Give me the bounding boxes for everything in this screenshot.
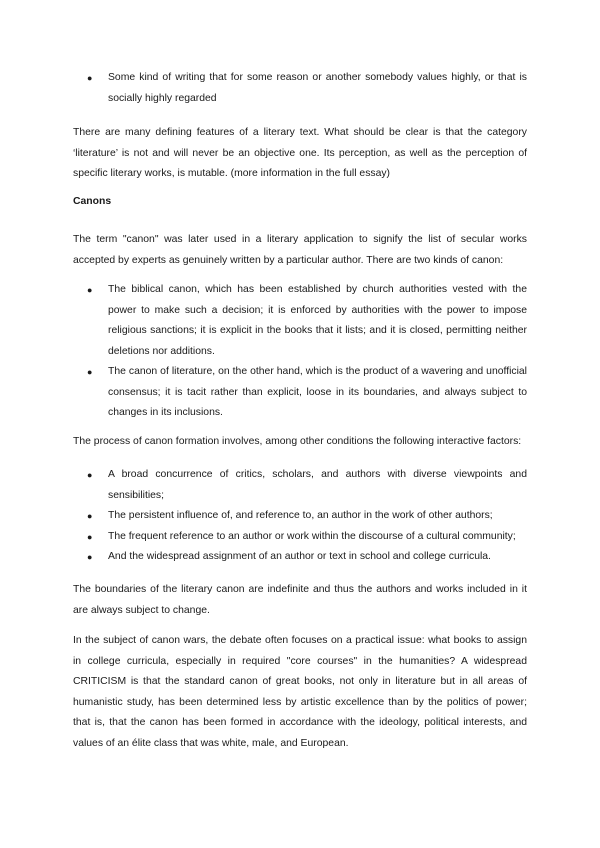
bullet-icon: ● [87, 367, 93, 377]
list-item [73, 527, 527, 548]
bullet-icon: ● [87, 285, 93, 295]
bullet-icon: ● [87, 470, 93, 480]
section-heading-canons [73, 192, 527, 213]
list-item [73, 465, 527, 506]
bullet-list-factors [73, 465, 527, 568]
list-item-text: And the widespread assignment of an author or text in school and college curricula. [108, 551, 491, 562]
list-item [73, 280, 527, 362]
paragraph-text: The boundaries of the literary canon are indefinite and thus the authors and works included in it are always subject to change. [73, 584, 527, 616]
list-item-text: The canon of literature, on the other hand, which is the product of a wavering and unofficial consensus; it is tacit rather than explicit, loose in its boundaries, and always subject to changes in its inclusions. [108, 366, 527, 418]
paragraph-boundaries [73, 580, 527, 621]
paragraph-canon-wars [73, 631, 527, 754]
paragraph-text: The process of canon formation involves, among other conditions the following interactive factors: [73, 436, 522, 447]
paragraph-text: The term "canon" was later used in a literary application to signify the list of secular works accepted by experts as genuinely written by a particular author. There are two kinds of canon: [73, 234, 527, 266]
paragraph-formation [73, 432, 527, 453]
paragraph-text: In the subject of canon wars, the debate often focuses on a practical issue: what books to assign in college curricula, especially in required "core courses" in the humanities? A widespread CRITICISM is that the standard canon of great books, not only in literature but in all areas of humanistic study, has been determined less by artistic excellence than by the politics of power; that is, that the canon has been formed in accordance with the ideology, political interests, and values of an élite class that was white, male, and European. [73, 635, 527, 749]
list-item-text: The biblical canon, which has been established by church authorities vested with the power to make such a decision; it is enforced by authorities with the power to impose religious sanctions; it is explicit in the books that it lists; and it is closed, permitting neither deletions nor additions. [108, 284, 527, 357]
list-item [73, 506, 527, 527]
list-item [73, 547, 527, 568]
list-item [73, 362, 527, 424]
paragraph-canon-term [73, 230, 527, 271]
bullet-list-definition [73, 68, 527, 109]
bullet-icon: ● [87, 531, 93, 542]
list-item-text: The frequent reference to an author or work within the discourse of a cultural community; [108, 530, 516, 542]
list-item-text: Some kind of writing that for some reason or another somebody values highly, or that is socially highly regarded [108, 72, 527, 104]
paragraph-definition [73, 123, 527, 185]
heading-text: Canons [73, 196, 112, 207]
bullet-icon: ● [87, 73, 93, 83]
list-item [73, 68, 527, 109]
bullet-icon: ● [87, 552, 93, 562]
bullet-icon: ● [87, 511, 93, 521]
bullet-list-canon-kinds [73, 280, 527, 424]
list-item-text: A broad concurrence of critics, scholars, and authors with diverse viewpoints and sensibilities; [108, 469, 527, 501]
paragraph-text: There are many defining features of a literary text. What should be clear is that the category ‘literature’ is not and will never be an objective one. Its perception, as well as the perception of specific literary works, is mutable. (more information in the full essay) [73, 127, 527, 179]
list-item-text: The persistent influence of, and reference to, an author in the work of other authors; [108, 510, 493, 521]
